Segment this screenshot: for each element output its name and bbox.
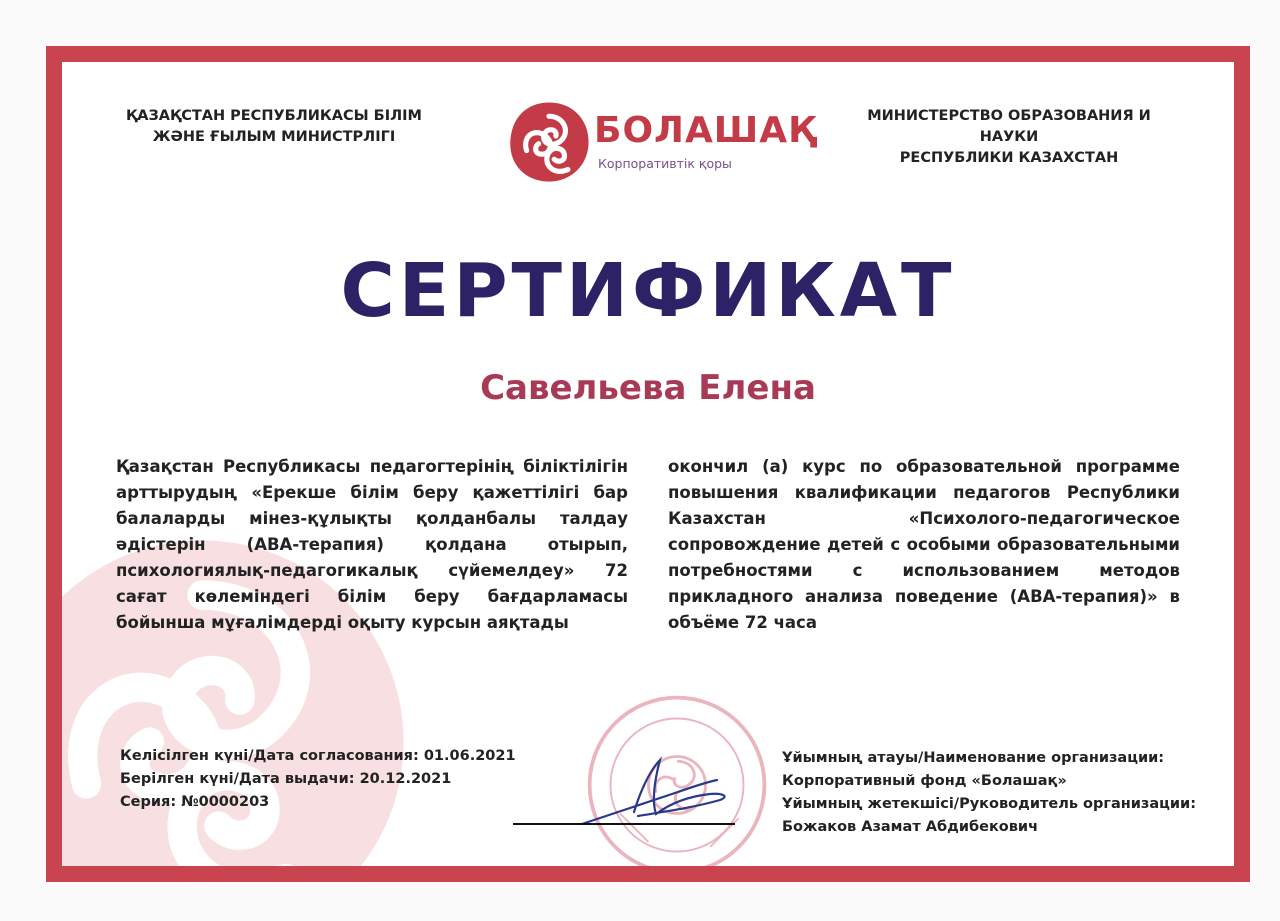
agreement-date: Келісілген күні/Дата согласования: 01.06.2021 — [120, 748, 516, 764]
certificate-frame — [46, 46, 1250, 882]
bolashak-logo-icon — [506, 96, 592, 188]
body-russian: окончил (а) курс по образовательной программе повышения квалификации педагогов Республики Казахстан «Психолого-педагогическое сопровождение детей с особыми образовательными потребностями с использованием методов прикладного анализа поведение (АВА-терапия)» в объёме 72 часа — [668, 457, 1180, 632]
bolashak-logo — [506, 96, 826, 196]
issue-date: Берілген күні/Дата выдачи: 20.12.2021 — [120, 771, 452, 787]
org-name-label: Ұйымның атауы/Наименование организации: — [782, 750, 1165, 766]
organization-info — [782, 747, 1196, 839]
org-head-value: Божаков Азамат Абдибекович — [782, 819, 1039, 835]
org-name-value: Корпоративный фонд «Болашақ» — [782, 773, 1067, 789]
ministry-russian-line1: МИНИСТЕРСТВО ОБРАЗОВАНИЯ И НАУКИ — [867, 108, 1151, 145]
ministry-russian — [859, 106, 1159, 169]
logo-subtitle: Корпоративтік қоры — [598, 156, 732, 171]
logo-name: БОЛАШАҚ — [594, 110, 818, 151]
org-head-label: Ұйымның жетекшісі/Руководитель организации: — [782, 796, 1197, 812]
recipient-name: Савельева Елена — [480, 368, 816, 408]
certificate-details — [120, 745, 516, 814]
series-number: Серия: №0000203 — [120, 794, 270, 810]
signature-line — [513, 823, 735, 825]
ministry-russian-line2: РЕСПУБЛИКИ КАЗАХСТАН — [899, 150, 1119, 166]
ministry-kazakh-line2: ЖӘНЕ ҒЫЛЫМ МИНИСТРЛІГІ — [152, 129, 396, 145]
signature-icon — [542, 752, 782, 832]
certificate-title: СЕРТИФИКАТ — [340, 248, 956, 334]
ministry-kazakh — [124, 106, 424, 148]
ministry-kazakh-line1: ҚАЗАҚСТАН РЕСПУБЛИКАСЫ БІЛІМ — [126, 108, 422, 124]
body-kazakh: Қазақстан Республикасы педагогтерінің біліктілігін арттырудың «Ерекше білім беру қажеттілігі бар балаларды мінез-құлықты қолданбалы талдау әдістерін (АВА-терапия) қолдана отырып, психологиялық-педагогикалық сүйемелдеу» 72 сағат көлеміндегі білім беру бағдарламасы бойынша мұғалімдерді оқыту курсын аяқтады — [116, 457, 628, 632]
